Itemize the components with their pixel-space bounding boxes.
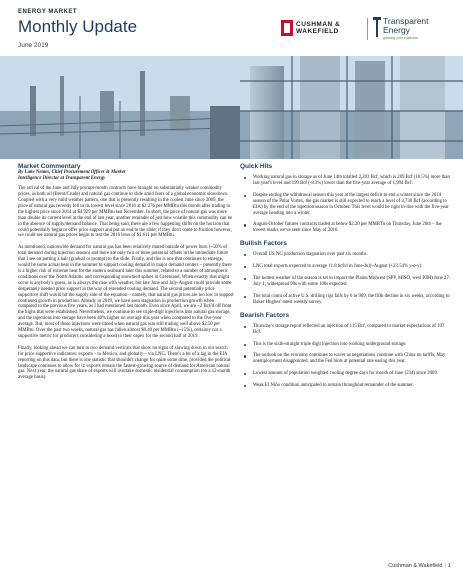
page-number: 1 [447, 563, 451, 569]
report-header [0, 0, 463, 56]
bullet-icon [244, 344, 246, 346]
list-item-text: Thursday's storage report reflected an injection of 115 Bcf, compared to market expectations of 107 Bcf. [253, 323, 445, 335]
author-byline-line-1: By Luke Nemes, Chief Procurement Officer & Market [18, 170, 126, 175]
list-item-text: Working natural gas in storage as of June 14th totalled 2,203 Bcf, which is 209 Bcf (10.5%) more than last year's level and 199 Bcf (-8.3%) lower than the five-year average of 1,994 Bcf. [253, 175, 450, 186]
logo-divider [367, 18, 368, 40]
author-byline-line-2: Intelligence Director at Transparent Energy [18, 175, 106, 181]
list-item [240, 222, 453, 234]
list-item [240, 342, 453, 348]
cushman-wakefield-mark-icon [281, 20, 293, 36]
list-item [240, 353, 453, 365]
refinery-illustration [0, 56, 463, 159]
list-item-text: This is the sixth-straight triple digit injection into working underground storage. [253, 341, 407, 347]
list-item [240, 175, 453, 187]
list-item-text: LNG total exports expected to average 11.8 bcf/d in June-July-August (+23.54% y-o-y). [253, 264, 423, 270]
quick-hits-heading: Quick Hits [240, 163, 273, 170]
report-kicker: ENERGY MARKET [18, 9, 78, 15]
te-logo-line-1: Transparent [383, 16, 429, 26]
list-item [240, 193, 453, 217]
list-item-text: The total count of active U.S. drilling rigs falls by 6 to 969, the fifth decline in six weeks, according to Baker Hughes' latest weekly survey. [253, 293, 450, 305]
list-item-text: Despite ending the withdrawal season this year at the largest deficit to end a winter since the 2014 season of the Polar Vortex, the gas market is still expected to reach a level of 3,730 Bcf (according to EIA) by the end of the injection season in October. This level would be right in-line with the five-year average heading into a winter. [253, 192, 449, 216]
bullish-factors-list [240, 252, 453, 305]
bullet-icon [244, 385, 246, 387]
bullet-icon [244, 177, 246, 179]
bullet-icon [244, 254, 246, 256]
quick-hits-list [240, 175, 453, 234]
list-item [240, 324, 453, 336]
bullet-icon [244, 266, 246, 268]
footer-separator: | [444, 563, 446, 569]
bullet-icon [244, 278, 246, 280]
sidebar-column [240, 163, 453, 395]
report-date: June 2019 [18, 42, 49, 49]
bullet-icon [244, 355, 246, 357]
list-item-text: Overall US NG production stagnation over past six months. [253, 252, 368, 258]
list-item-text: The outlook on the economy continues to waver as negotiations continue with China on tariffs, May unemployment disappointed, and the Fed hints at potential rate easing this year. [253, 353, 446, 365]
list-item [240, 264, 453, 270]
list-item-text: Lowest amount of population weighted cooling degree days for month of June (234) since 2009. [253, 371, 439, 377]
bullet-icon [244, 195, 246, 197]
bullet-icon [244, 326, 246, 328]
bullet-icon [244, 224, 246, 226]
commentary-paragraph: The arrival of the June and July prompt-month contracts have brought on substantially weaker commodity prices, as both oil (Brent/Crude) and natural gas continue to slide amid fears of a global economic slowdown. Coupled with a very mild weather pattern, one that is presently resulting in the coolest June since 2009, the price of natural gas recently fell to its lowest level since 2016 at $2.276 per MMBtu this month after trading to the highest price since 2014 at $4.929 per MMBtu last November. In short, the price of natural gas was more than double its current level at the end of last year, another reminder of just how volatile this commodity can be in the absence of supply/demand balance. That being said, there are a few happening shifts on the horizon that could potentially begin to offer price support and put an end to the slide; if they don't come to fruition however, we could see natural gas prices begin to test the 2016 lows of $1.611 per MMBtu. [18, 186, 233, 239]
te-logo-tagline: growing your business [383, 36, 418, 40]
cw-logo-line-1: CUSHMAN & [296, 21, 341, 28]
bearish-factors-section [240, 312, 453, 389]
list-item [240, 371, 453, 377]
bearish-factors-list [240, 324, 453, 389]
bullish-factors-heading: Bullish Factors [240, 240, 287, 248]
commentary-paragraph: As mentioned, nationwide demand for natural gas has been relatively muted outside of power burn (~50% of total demand during injection season) and there are only two or three potential offsets in the immediate future that I see on putting a halt (gradual or prompt) to the slide. Firstly, and this is one that continues to emerge, would be some actual heat in the summer to support cooling demand in major demand centers – presently there is a higher risk of extreme heat for the eastern seaboard later this summer, related to a number of atmospheric conditions over the North Atlantic and corresponding snowmelt spikes in Greenland. When exactly that might occur is anybody's guess, as is always the case with weather, but late June and July-August could provide some desperately needed price support in the way of extended cooling demand. The second potentially price supportive shift would hit the supply side of the equation – namely, that natural gas prices are too low to support continued growth in production. Already in 2019, we have seen stagnation in production growth when compared to the previous five years, as I had mentioned last month. Even since April, we are ~2 Bcf/d off from the highs that were established. Nevertheless, we continue to see triple-digit injections into natural gas storage, and the injections into storage have been 40% higher on average this year when compared to the five-year average. But, most of those injections were timed when natural gas was still trading well above $2.50 per MMBtu. Over the past two weeks, natural gas has fallen almost $0.40 per MMBtu (~15%), certainly not a supportive metric for producers considering a boost to their capex for the second half of 2019. [18, 245, 234, 339]
list-item-text: August-October futures contracts traded at below $2.20 per MMBTu on Thursday, June 20th – the lowest marks we've seen since May of 2016. [253, 222, 442, 234]
market-commentary-heading: Market Commentary [18, 163, 81, 170]
bullet-icon [244, 373, 246, 375]
report-title: Monthly Update [18, 17, 138, 36]
list-item-text: Weak El Niño condition anticipated to remain throughout remainder of the summer. [253, 383, 414, 389]
quick-hits-section [240, 163, 453, 234]
bearish-factors-heading: Bearish Factors [240, 311, 290, 319]
bullet-icon [244, 296, 246, 298]
list-item [240, 294, 453, 306]
list-item-text: The hottest weather of the season is set to impact the Plains/Midwest (SPP, MISO, west PJM) June 27-July 1; widespread 90s with some 100s expected. [253, 276, 451, 287]
cw-logo-line-2: WAKEFIELD [296, 28, 339, 35]
commentary-paragraph: Finally, looking ahead we can turn to two demand verticals that show no signs of slowing down in our search for price supportive indicators: exports – to Mexico, and globally – via LNG. There's a bit of a lag in the EIA reporting on this data, but there is one statistic that shouldn't change for quite some time, provided the political landscape continues to allow for it: exports remain the fastest-growing source of demand for American natural gas. Next year, the natural gas share of exports will overtake domestic residential consumption (on a 12-month average basis). [18, 345, 231, 381]
refinery-hero-image [0, 56, 463, 159]
cushman-wakefield-wordmark [296, 21, 340, 35]
list-item [240, 276, 453, 288]
cushman-wakefield-logo [281, 17, 363, 39]
transparent-energy-mark-icon [373, 17, 381, 37]
list-item [240, 252, 453, 258]
bullish-factors-section [240, 240, 453, 305]
page-footer [388, 563, 451, 569]
market-commentary-column [18, 163, 234, 381]
list-item [240, 383, 453, 389]
footer-brand: Cushman & Wakefield [388, 563, 443, 569]
te-logo-line-2: Energy [383, 25, 410, 35]
transparent-energy-logo [373, 17, 429, 40]
